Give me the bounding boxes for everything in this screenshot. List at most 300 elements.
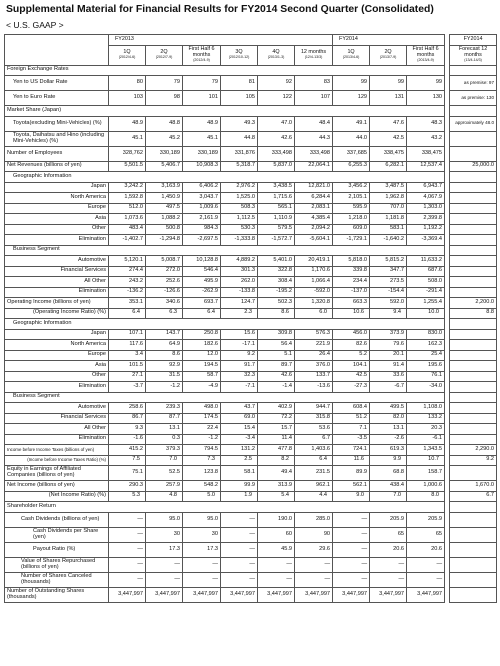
value-cell: — <box>109 542 146 557</box>
value-cell: 20.6 <box>370 542 407 557</box>
table-row <box>5 572 497 587</box>
value-cell: 309.8 <box>258 329 295 340</box>
value-cell: 546.4 <box>183 266 221 277</box>
value-cell: 47.6 <box>370 116 407 131</box>
value-cell: 340.6 <box>146 298 183 309</box>
value-cell: 5,818.0 <box>333 256 370 267</box>
value-cell: 122 <box>258 91 295 106</box>
value-cell: -1,572.7 <box>258 235 295 246</box>
forecast-cell <box>450 319 497 330</box>
value-cell: — <box>109 557 146 572</box>
value-cell: 30 <box>146 527 183 542</box>
column-header-label: 4Q <box>272 49 280 55</box>
value-cell: 20,419.1 <box>295 256 333 267</box>
value-cell: 105 <box>221 91 258 106</box>
value-cell: 4,385.4 <box>295 214 333 225</box>
value-cell: — <box>258 572 295 587</box>
forecast-cell <box>450 361 497 372</box>
value-cell: 262.0 <box>221 277 258 288</box>
value-cell: 221.9 <box>295 340 333 351</box>
table-row <box>5 329 497 340</box>
table-row <box>5 481 497 492</box>
value-cell: 79.6 <box>370 340 407 351</box>
value-cell: 415.2 <box>109 445 146 456</box>
value-cell: 7.0 <box>370 491 407 502</box>
value-cell: 273.5 <box>370 277 407 288</box>
value-cell: -4.9 <box>183 382 221 393</box>
value-cell: 379.3 <box>146 445 183 456</box>
value-cell: — <box>333 527 370 542</box>
value-cell: 579.5 <box>258 224 295 235</box>
row-label: Asia <box>5 361 109 372</box>
value-cell: 44.8 <box>221 131 258 146</box>
table-row <box>5 277 497 288</box>
forecast-cell <box>450 572 497 587</box>
financial-results-table <box>4 34 497 603</box>
value-cell: — <box>258 557 295 572</box>
value-cell: 576.3 <box>295 329 333 340</box>
row-label: Toyota, Daihatsu and Hino (including Mini-Vehicles) (%) <box>5 131 109 146</box>
value-cell: 7.0 <box>146 455 183 466</box>
value-cell: -1.4 <box>258 382 295 393</box>
value-cell: 117.6 <box>109 340 146 351</box>
value-cell: 51.2 <box>333 413 370 424</box>
value-cell: -154.4 <box>370 287 407 298</box>
value-cell: 9.0 <box>333 491 370 502</box>
accounting-standard-label: < U.S. GAAP > <box>6 20 64 30</box>
value-cell: -13.6 <box>295 382 333 393</box>
value-cell: 2,161.9 <box>183 214 221 225</box>
table-row <box>5 557 497 572</box>
value-cell: 42.6 <box>258 131 295 146</box>
value-cell: 89.7 <box>258 361 295 372</box>
row-label: Financial Services <box>5 413 109 424</box>
table-row <box>5 382 497 393</box>
value-cell: 9.9 <box>370 455 407 466</box>
table-row <box>5 361 497 372</box>
value-cell: 3,447,997 <box>183 587 221 602</box>
section-label: Shareholder Return <box>5 502 445 513</box>
forecast-header-period: (13/4-14/3) <box>464 58 482 63</box>
value-cell: 3,447,997 <box>221 587 258 602</box>
value-cell: — <box>109 572 146 587</box>
forecast-cell <box>450 203 497 214</box>
value-cell: 129 <box>333 91 370 106</box>
forecast-cell: as premise: 130 <box>450 91 497 106</box>
row-label: Japan <box>5 182 109 193</box>
value-cell: 104.1 <box>333 361 370 372</box>
forecast-cell <box>450 106 497 117</box>
value-cell: 22,064.1 <box>295 161 333 172</box>
value-cell: 53.6 <box>295 424 333 435</box>
value-cell: 72.2 <box>258 413 295 424</box>
forecast-cell <box>450 413 497 424</box>
value-cell: 99 <box>407 76 445 91</box>
forecast-cell <box>450 466 497 481</box>
section-row <box>5 106 497 117</box>
forecast-cell: 25,000.0 <box>450 161 497 172</box>
value-cell: 49.4 <box>258 466 295 481</box>
row-label: All Other <box>5 424 109 435</box>
value-cell: 687.6 <box>407 266 445 277</box>
forecast-cell <box>450 557 497 572</box>
value-cell: 101 <box>183 91 221 106</box>
value-cell: 92.9 <box>146 361 183 372</box>
value-cell: 1,218.0 <box>333 214 370 225</box>
value-cell: 15.6 <box>221 329 258 340</box>
column-header <box>183 45 221 65</box>
value-cell: 301.3 <box>221 266 258 277</box>
value-cell: 315.8 <box>295 413 333 424</box>
column-header-period: (2013/1-3) <box>267 55 285 60</box>
value-cell: 252.6 <box>146 277 183 288</box>
value-cell: 6.0 <box>295 308 333 319</box>
forecast-cell <box>450 245 497 256</box>
section-row <box>5 245 497 256</box>
section-row <box>5 502 497 513</box>
table-row <box>5 424 497 435</box>
value-cell: 6.4 <box>183 308 221 319</box>
value-cell: 477.8 <box>258 445 295 456</box>
value-cell: 0.3 <box>146 434 183 445</box>
value-cell: 80 <box>109 76 146 91</box>
table-row <box>5 146 497 161</box>
value-cell: 548.2 <box>183 481 221 492</box>
value-cell: 17.3 <box>183 542 221 557</box>
value-cell: 565.1 <box>258 203 295 214</box>
value-cell: 82.0 <box>370 413 407 424</box>
value-cell: 60 <box>258 527 295 542</box>
value-cell: 5,120.1 <box>109 256 146 267</box>
value-cell: 2,976.2 <box>221 182 258 193</box>
value-cell: 3,163.9 <box>146 182 183 193</box>
value-cell: 195.6 <box>407 361 445 372</box>
value-cell: 5,401.0 <box>258 256 295 267</box>
value-cell: 438.4 <box>370 481 407 492</box>
table-row <box>5 131 497 146</box>
value-cell: 2,399.8 <box>407 214 445 225</box>
value-cell: 9.2 <box>221 350 258 361</box>
forecast-cell <box>450 403 497 414</box>
value-cell: 48.8 <box>146 116 183 131</box>
value-cell: 11.4 <box>258 434 295 445</box>
table-body <box>5 65 497 602</box>
value-cell: 502.3 <box>258 298 295 309</box>
value-cell: 5,815.2 <box>370 256 407 267</box>
table-row <box>5 371 497 382</box>
column-header <box>109 45 146 65</box>
value-cell: 8.0 <box>407 491 445 502</box>
table-row <box>5 256 497 267</box>
value-cell: 107.1 <box>109 329 146 340</box>
value-cell: 131.2 <box>221 445 258 456</box>
header-fy2014: FY2014 <box>333 35 445 46</box>
table-row <box>5 350 497 361</box>
value-cell: 234.4 <box>333 277 370 288</box>
row-label: Elimination <box>5 434 109 445</box>
value-cell: 4.8 <box>146 491 183 502</box>
value-cell: -3,369.4 <box>407 235 445 246</box>
value-cell: -1,729.1 <box>333 235 370 246</box>
value-cell: 583.1 <box>370 224 407 235</box>
value-cell: 69.0 <box>221 413 258 424</box>
value-cell: -2,697.5 <box>183 235 221 246</box>
value-cell: -3.7 <box>109 382 146 393</box>
column-header-period: (2012/4-6) <box>118 55 136 60</box>
value-cell: 8.2 <box>258 455 295 466</box>
value-cell: 32.3 <box>221 371 258 382</box>
forecast-cell <box>450 424 497 435</box>
value-cell: 1,073.6 <box>109 214 146 225</box>
value-cell: 8.6 <box>146 350 183 361</box>
forecast-cell: 8.8 <box>450 308 497 319</box>
section-label: Market Share (Japan) <box>5 106 445 117</box>
forecast-cell <box>450 329 497 340</box>
table-row <box>5 266 497 277</box>
value-cell: 9.4 <box>370 308 407 319</box>
value-cell: 2.3 <box>221 308 258 319</box>
row-label: Cash Dividends (billions of yen) <box>5 512 109 527</box>
value-cell: 12,821.0 <box>295 182 333 193</box>
value-cell: 1,000.6 <box>407 481 445 492</box>
forecast-cell <box>450 172 497 183</box>
value-cell: 47.0 <box>258 116 295 131</box>
row-label: All Other <box>5 277 109 288</box>
value-cell: 99 <box>370 76 407 91</box>
value-cell: 339.8 <box>333 266 370 277</box>
value-cell: 64.9 <box>146 340 183 351</box>
value-cell: 12,537.4 <box>407 161 445 172</box>
value-cell: 65 <box>407 527 445 542</box>
value-cell: 962.1 <box>295 481 333 492</box>
column-header-label: 12 months <box>300 49 327 55</box>
forecast-cell <box>450 542 497 557</box>
value-cell: 497.5 <box>146 203 183 214</box>
value-cell: 330,189 <box>183 146 221 161</box>
value-cell: 158.7 <box>407 466 445 481</box>
value-cell: 10,908.3 <box>183 161 221 172</box>
table-row <box>5 161 497 172</box>
value-cell: 6.3 <box>146 308 183 319</box>
value-cell: 1,403.6 <box>295 445 333 456</box>
value-cell: 7.5 <box>109 455 146 466</box>
value-cell: -262.9 <box>183 287 221 298</box>
table-row <box>5 224 497 235</box>
value-cell: 12.0 <box>183 350 221 361</box>
value-cell: 5,501.5 <box>109 161 146 172</box>
forecast-cell <box>450 131 497 146</box>
value-cell: 2,083.1 <box>295 203 333 214</box>
table-row <box>5 512 497 527</box>
value-cell: 483.4 <box>109 224 146 235</box>
value-cell: 90 <box>295 527 333 542</box>
value-cell: -1.6 <box>109 434 146 445</box>
value-cell: 98 <box>146 91 183 106</box>
table-row <box>5 340 497 351</box>
value-cell: 68.8 <box>370 466 407 481</box>
value-cell: 495.9 <box>183 277 221 288</box>
value-cell: 2,105.1 <box>333 193 370 204</box>
value-cell: -5,604.1 <box>295 235 333 246</box>
value-cell: -137.0 <box>333 287 370 298</box>
row-label: Toyota(excluding Mini-Vehicles) (%) <box>5 116 109 131</box>
value-cell: 58.1 <box>221 466 258 481</box>
value-cell: 1,450.9 <box>146 193 183 204</box>
row-label: North America <box>5 193 109 204</box>
table-row <box>5 455 497 466</box>
value-cell: 99 <box>333 76 370 91</box>
value-cell: 3,487.5 <box>370 182 407 193</box>
value-cell: 1,255.4 <box>407 298 445 309</box>
value-cell: 373.9 <box>370 329 407 340</box>
value-cell: 107 <box>295 91 333 106</box>
value-cell: — <box>370 557 407 572</box>
value-cell: 272.0 <box>146 266 183 277</box>
value-cell: 1,181.8 <box>370 214 407 225</box>
value-cell: 3,438.5 <box>258 182 295 193</box>
value-cell: 338,475 <box>407 146 445 161</box>
value-cell: 174.5 <box>183 413 221 424</box>
value-cell: 243.2 <box>109 277 146 288</box>
value-cell: 42.5 <box>333 371 370 382</box>
forecast-cell: 1,670.0 <box>450 481 497 492</box>
value-cell: -1,402.7 <box>109 235 146 246</box>
value-cell: -1.2 <box>146 382 183 393</box>
value-cell: — <box>407 557 445 572</box>
value-cell: — <box>407 572 445 587</box>
value-cell: — <box>370 572 407 587</box>
column-header-period: (2012/4-9) <box>193 58 210 63</box>
forecast-cell <box>450 266 497 277</box>
value-cell: 10.7 <box>407 455 445 466</box>
value-cell: 984.3 <box>183 224 221 235</box>
value-cell: 99.9 <box>221 481 258 492</box>
value-cell: 92 <box>258 76 295 91</box>
value-cell: 3,447,997 <box>146 587 183 602</box>
table-row <box>5 91 497 106</box>
value-cell: 48.9 <box>183 116 221 131</box>
section-label: Foreign Exchange Rates <box>5 65 445 76</box>
section-row <box>5 172 497 183</box>
value-cell: 194.5 <box>183 361 221 372</box>
forecast-cell <box>450 512 497 527</box>
value-cell: 3,043.7 <box>183 193 221 204</box>
value-cell: 5,837.0 <box>258 161 295 172</box>
value-cell: 91.4 <box>370 361 407 372</box>
value-cell: 1.9 <box>221 491 258 502</box>
value-cell: 3,447,997 <box>109 587 146 602</box>
value-cell: 338,475 <box>370 146 407 161</box>
section-label: Geographic Information <box>5 172 445 183</box>
forecast-cell <box>450 193 497 204</box>
value-cell: 1,192.2 <box>407 224 445 235</box>
value-cell: 499.5 <box>370 403 407 414</box>
value-cell: 10.6 <box>333 308 370 319</box>
value-cell: 6,406.2 <box>183 182 221 193</box>
value-cell: 5.2 <box>333 350 370 361</box>
value-cell: 231.5 <box>295 466 333 481</box>
forecast-cell <box>450 527 497 542</box>
value-cell: 52.5 <box>146 466 183 481</box>
table-row <box>5 491 497 502</box>
row-label: Cash Dividends per Share (yen) <box>5 527 109 542</box>
forecast-cell <box>450 371 497 382</box>
value-cell: — <box>333 512 370 527</box>
column-header <box>221 45 258 65</box>
table-row <box>5 308 497 319</box>
value-cell: 45.1 <box>109 131 146 146</box>
value-cell: 1,303.0 <box>407 203 445 214</box>
value-cell: 707.0 <box>370 203 407 214</box>
value-cell: 91.7 <box>221 361 258 372</box>
value-cell: 3,447,997 <box>295 587 333 602</box>
value-cell: 330,189 <box>146 146 183 161</box>
column-header-period: (2013/4-9) <box>417 58 434 63</box>
value-cell: 337,685 <box>333 146 370 161</box>
value-cell: 22.4 <box>183 424 221 435</box>
row-label: Number of Outstanding Shares (thousands) <box>5 587 109 602</box>
value-cell: 124.7 <box>221 298 258 309</box>
value-cell: 43.7 <box>221 403 258 414</box>
value-cell: — <box>146 572 183 587</box>
value-cell: 20.1 <box>370 350 407 361</box>
value-cell: 79 <box>183 76 221 91</box>
value-cell: -17.1 <box>221 340 258 351</box>
value-cell: 402.9 <box>258 403 295 414</box>
value-cell: 31.5 <box>146 371 183 382</box>
value-cell: 1,962.8 <box>370 193 407 204</box>
value-cell: 353.1 <box>109 298 146 309</box>
value-cell: 508.3 <box>221 203 258 214</box>
value-cell: 44.3 <box>295 131 333 146</box>
forecast-cell <box>450 382 497 393</box>
table-row <box>5 203 497 214</box>
row-label: Operating Income (billions of yen) <box>5 298 109 309</box>
value-cell: -136.2 <box>109 287 146 298</box>
value-cell: 5.3 <box>109 491 146 502</box>
forecast-cell <box>450 235 497 246</box>
value-cell: 3,447,997 <box>407 587 445 602</box>
value-cell: 205.9 <box>370 512 407 527</box>
value-cell: -1,333.8 <box>221 235 258 246</box>
forecast-cell <box>450 256 497 267</box>
column-header <box>146 45 183 65</box>
value-cell: 331,876 <box>221 146 258 161</box>
value-cell: 133.2 <box>407 413 445 424</box>
row-label: Elimination <box>5 287 109 298</box>
financial-table-container <box>4 34 496 603</box>
value-cell: 500.8 <box>146 224 183 235</box>
value-cell: 1,170.6 <box>295 266 333 277</box>
value-cell: — <box>221 557 258 572</box>
column-header-period: (2013/7-9) <box>379 55 397 60</box>
value-cell: 530.3 <box>221 224 258 235</box>
value-cell: 130 <box>407 91 445 106</box>
value-cell: 48.3 <box>407 116 445 131</box>
row-label: Net Revenues (billions of yen) <box>5 161 109 172</box>
value-cell: 308.4 <box>258 277 295 288</box>
forecast-cell <box>450 502 497 513</box>
section-label: Business Segment <box>5 392 445 403</box>
value-cell: 592.0 <box>370 298 407 309</box>
value-cell: — <box>333 542 370 557</box>
row-label: (Operating Income Ratio) (%) <box>5 308 109 319</box>
value-cell: 143.7 <box>146 329 183 340</box>
value-cell: 13.1 <box>146 424 183 435</box>
value-cell: 33.6 <box>370 371 407 382</box>
value-cell: 595.9 <box>333 203 370 214</box>
row-label: (Income before Income Taxes Ratio) (%) <box>5 455 109 466</box>
